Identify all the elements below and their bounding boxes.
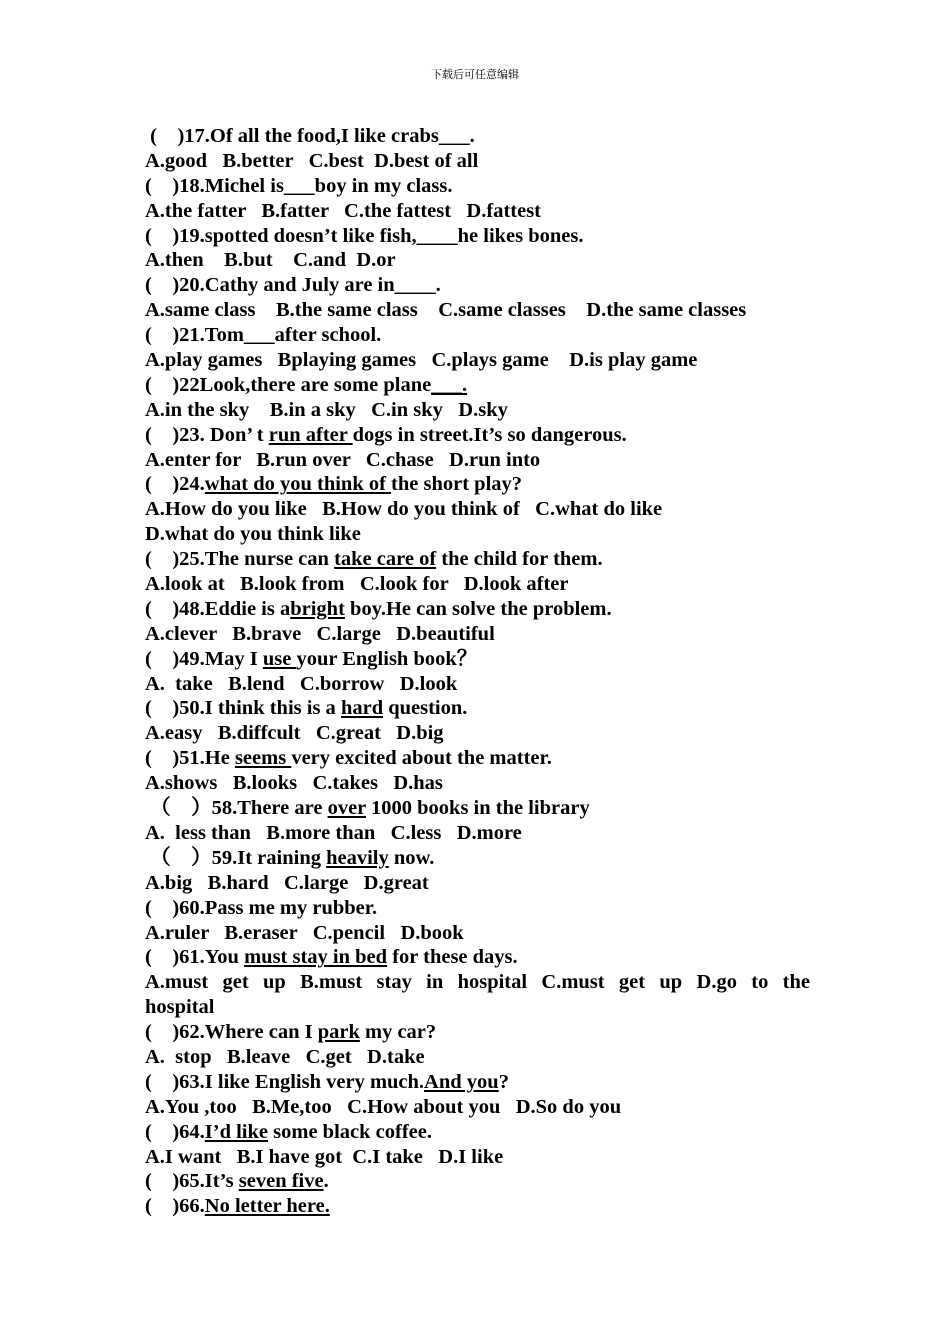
question-line (145, 373, 810, 398)
answer-options-line (145, 995, 810, 1020)
line-text: A.clever B.brave C.large D.beautiful (145, 622, 495, 645)
underlined-phrase: seven five (238, 1170, 324, 1193)
line-text: ( )19.spotted doesn’t like fish,____he likes bones. (145, 224, 584, 247)
line-text: A.in the sky B.in a sky C.in sky D.sky (145, 398, 508, 421)
question-line (145, 597, 810, 622)
line-text: A.then B.but C.and D.or (145, 249, 396, 272)
line-text: ? (498, 1070, 509, 1093)
line-text: A.the fatter B.fatter C.the fattest D.fattest (145, 199, 541, 222)
underlined-phrase: run after (268, 423, 353, 446)
line-text: A.ruler B.eraser C.pencil D.book (145, 921, 464, 944)
answer-options-line (145, 572, 810, 597)
answer-options-line (145, 1045, 810, 1070)
line-text: ( )61.You (145, 946, 245, 969)
line-text: A. less than B.more than C.less D.more (145, 821, 522, 844)
line-text: A.play games Bplaying games C.plays game D.is play game (145, 349, 698, 372)
question-line (145, 1169, 810, 1194)
line-text: ( )50.I think this is a (145, 697, 341, 720)
underlined-phrase: No letter here. (204, 1195, 330, 1218)
answer-options-line (145, 1095, 810, 1120)
line-text: for these days. (387, 946, 518, 969)
question-line (145, 647, 810, 672)
line-text: ( )21.Tom___after school. (145, 324, 382, 347)
underlined-phrase: take care of (334, 548, 437, 571)
line-text: ( )23. Don’ t (145, 423, 269, 446)
line-text: now. (388, 846, 435, 869)
question-line (145, 472, 810, 497)
line-text: （ ）59.It raining (145, 846, 327, 869)
line-text: A.I want B.I have got C.I take D.I like (145, 1145, 504, 1168)
question-line (145, 273, 810, 298)
answer-options-line (145, 821, 810, 846)
line-text: ( )17.Of all the food,I like crabs___. (145, 125, 475, 147)
line-text: question. (383, 697, 468, 720)
line-text: hospital (145, 996, 215, 1019)
line-text: some black coffee. (268, 1120, 432, 1143)
question-line (145, 945, 810, 970)
question-line (145, 174, 810, 199)
underlined-phrase: seems (234, 747, 292, 770)
line-text: ( )22Look,there are some plane (145, 373, 432, 396)
answer-options-line (145, 522, 810, 547)
underlined-phrase: over (327, 797, 366, 820)
line-text: very excited about the matter. (291, 747, 552, 770)
underlined-phrase: park (317, 1021, 360, 1044)
line-text: A.big B.hard C.large D.great (145, 871, 429, 894)
question-line (145, 746, 810, 771)
line-text: ( )51.He (145, 747, 235, 770)
line-text: dogs in street.It’s so dangerous. (352, 423, 627, 446)
line-text: A.same class B.the same class C.same classes D.the same classes (145, 299, 747, 322)
answer-options-line (145, 398, 810, 423)
line-text: ( )49.May I (145, 647, 263, 670)
line-text: 1000 books in the library (365, 797, 590, 820)
answer-options-line (145, 721, 810, 746)
question-line (145, 224, 810, 249)
underlined-phrase: must stay in bed (244, 946, 388, 969)
underlined-phrase: ___. (431, 373, 468, 396)
underlined-phrase: hard (340, 697, 384, 720)
line-text: ( )66. (145, 1195, 205, 1218)
question-line (145, 1020, 810, 1045)
question-line (145, 323, 810, 348)
answer-options-line (145, 622, 810, 647)
line-text: ( )48.Eddie is a (145, 597, 291, 620)
answer-options-line (145, 672, 810, 697)
question-line (145, 846, 810, 871)
line-text: ( )24. (145, 473, 205, 496)
answer-options-line (145, 1145, 810, 1170)
line-text: ( )63.I like English very much. (145, 1070, 425, 1093)
question-line (145, 796, 810, 821)
line-text: A.look at B.look from C.look for D.look after (145, 573, 569, 596)
line-text: the short play? (391, 473, 523, 496)
answer-options-line (145, 448, 810, 473)
answer-options-line (145, 497, 810, 522)
answer-options-line (145, 298, 810, 323)
answer-options-line (145, 970, 810, 995)
line-text: A.good B.better C.best D.best of all (145, 149, 479, 172)
question-line (145, 124, 810, 149)
answer-options-line (145, 248, 810, 273)
underlined-phrase: what do you think of (204, 473, 392, 496)
underlined-phrase: bright (290, 597, 345, 620)
question-line (145, 423, 810, 448)
line-text: A. take B.lend C.borrow D.look (145, 672, 458, 695)
answer-options-line (145, 871, 810, 896)
line-text: ( )25.The nurse can (145, 548, 335, 571)
line-text: your English book？ (296, 647, 478, 670)
question-line (145, 696, 810, 721)
underlined-phrase: heavily (326, 846, 389, 869)
exercise-list (145, 124, 810, 1219)
question-line (145, 1120, 810, 1145)
line-text: A.enter for B.run over C.chase D.run into (145, 448, 541, 471)
page-header: 下载后可任意编辑 (431, 68, 519, 81)
question-line (145, 896, 810, 921)
line-text: ( )18.Michel is___boy in my class. (145, 174, 453, 197)
line-text: ( )62.Where can I (145, 1021, 318, 1044)
line-text: （ ）58.There are (145, 797, 328, 820)
answer-options-line (145, 348, 810, 373)
underlined-phrase: use (262, 647, 297, 670)
line-text: boy.He can solve the problem. (344, 597, 612, 620)
answer-options-line (145, 771, 810, 796)
question-line (145, 547, 810, 572)
line-text: A. stop B.leave C.get D.take (145, 1045, 425, 1068)
line-text: A.How do you like B.How do you think of C.what do like (145, 498, 663, 521)
line-text: A.easy B.diffcult C.great D.big (145, 722, 444, 745)
underlined-phrase: I’d like (204, 1120, 269, 1143)
underlined-phrase: And you (424, 1070, 499, 1093)
question-line (145, 1194, 810, 1219)
line-text: my car? (359, 1021, 437, 1044)
line-text: A.shows B.looks C.takes D.has (145, 772, 443, 795)
line-text: ( )60.Pass me my rubber. (145, 896, 378, 919)
line-text: A.You ,too B.Me,too C.How about you D.So do you (145, 1095, 622, 1118)
answer-options-line (145, 199, 810, 224)
line-text: ( )64. (145, 1120, 205, 1143)
line-text: the child for them. (436, 548, 603, 571)
line-text: ( )20.Cathy and July are in____. (145, 274, 441, 297)
line-text: A.must get up B.must stay in hospital C.must get up D.go to the (145, 971, 810, 994)
answer-options-line (145, 149, 810, 174)
line-text: D.what do you think like (145, 523, 361, 546)
answer-options-line (145, 921, 810, 946)
question-line (145, 1070, 810, 1095)
line-text: . (323, 1170, 329, 1193)
line-text: ( )65.It’s (145, 1170, 239, 1193)
